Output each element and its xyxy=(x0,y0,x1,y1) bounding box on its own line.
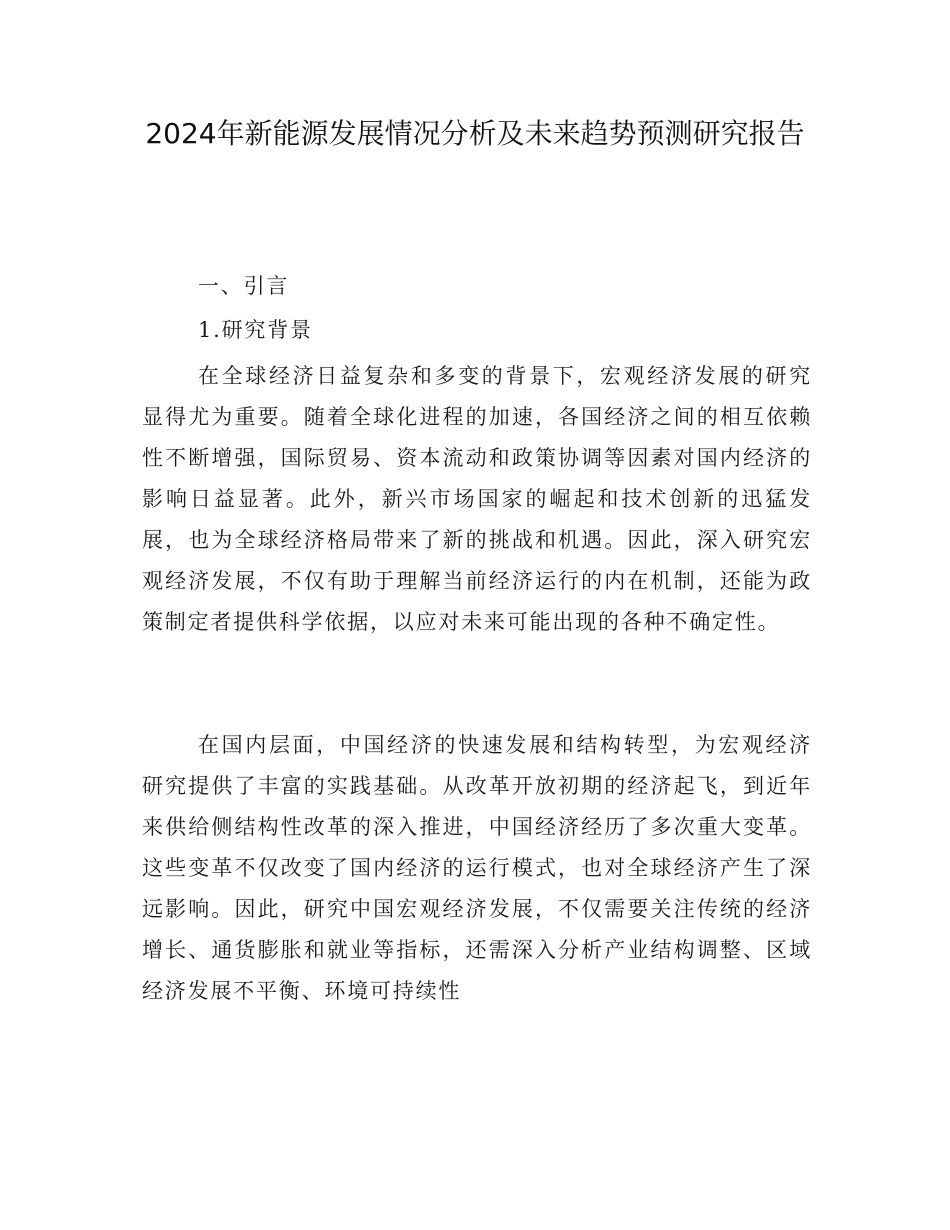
document-title: 2024年新能源发展情况分析及未来趋势预测研究报告 xyxy=(145,117,805,150)
section-heading: 一、引言 xyxy=(198,274,290,298)
subsection-heading: 1.研究背景 xyxy=(198,318,313,342)
paragraph: 在国内层面，中国经济的快速发展和结构转型，为宏观经济研究提供了丰富的实践基础。从改革开放初期的经济起飞，到近年来供给侧结构性改革的深入推进，中国经济经历了多次重大变革。这些变革不仅改变了国内经济的运行模式，也对全球经济产生了深远影响。因此，研究中国宏观经济发展，不仅需要关注传统的经济增长、通货膨胀和就业等指标，还需深入分析产业结构调整、区域经济发展不平衡、环境可持续性 xyxy=(142,733,812,1003)
paragraph: 在全球经济日益复杂和多变的背景下，宏观经济发展的研究显得尤为重要。随着全球化进程的加速，各国经济之间的相互依赖性不断增强，国际贸易、资本流动和政策协调等因素对国内经济的影响日益显著。此外，新兴市场国家的崛起和技术创新的迅猛发展，也为全球经济格局带来了新的挑战和机遇。因此，深入研究宏观经济发展，不仅有助于理解当前经济运行的内在机制，还能为政策制定者提供科学依据，以应对未来可能出现的各种不确定性。 xyxy=(142,364,812,634)
